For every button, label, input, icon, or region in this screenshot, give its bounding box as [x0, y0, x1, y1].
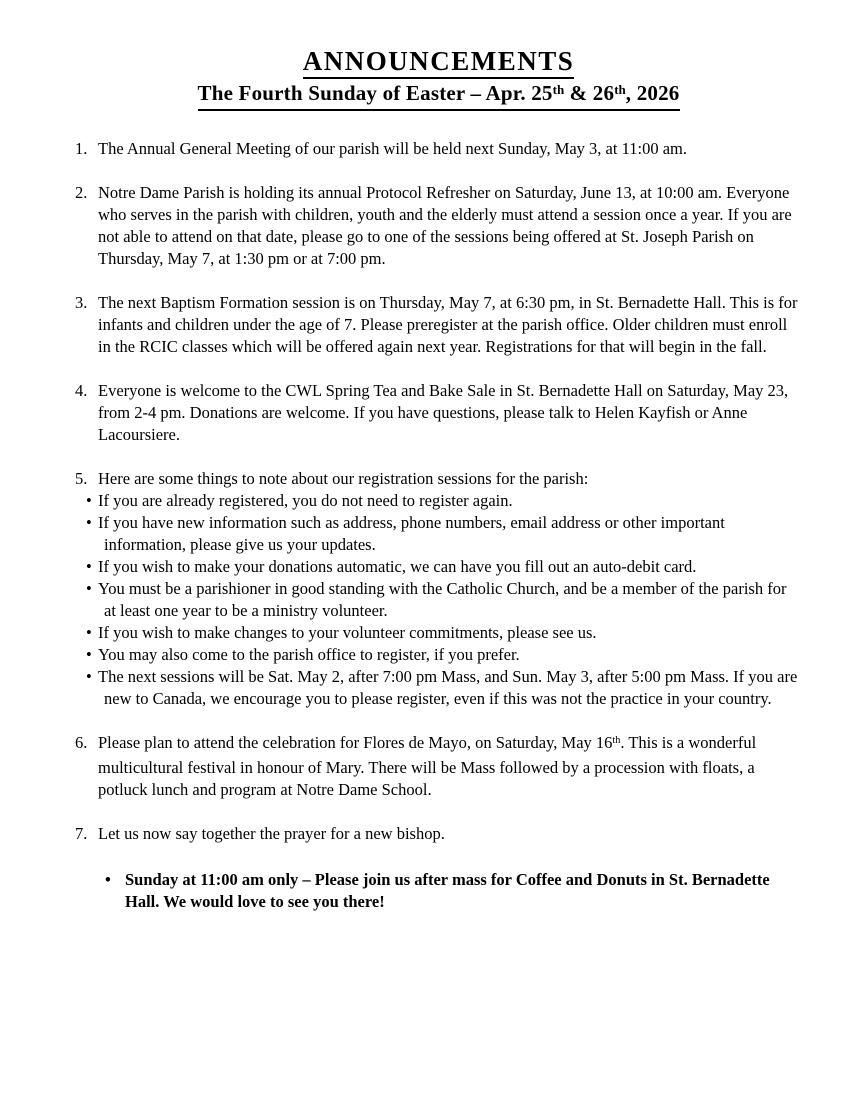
bullet-item — [75, 666, 802, 710]
page-subtitle — [75, 82, 802, 111]
closing-bullet — [75, 869, 802, 913]
announcement-number: 1. — [75, 139, 88, 158]
bullet-text: You must be a parishioner in good standing with the Catholic Church, and be a member of the parish for at least one year to be a ministry volunteer. — [98, 579, 787, 620]
announcement-item-4 — [75, 380, 802, 446]
announcement-item-6 — [75, 732, 802, 801]
announcement-item-1 — [75, 138, 802, 160]
bullet-icon: • — [86, 557, 92, 576]
announcement-number: 7. — [75, 824, 88, 843]
announcement-item-7 — [75, 823, 802, 845]
announcement-text: Let us now say together the prayer for a new bishop. — [98, 824, 445, 843]
bullet-item — [75, 622, 802, 644]
announcement-text: The Annual General Meeting of our parish will be held next Sunday, May 3, at 11:00 am. — [98, 139, 687, 158]
announcement-text: The next Baptism Formation session is on Thursday, May 7, at 6:30 pm, in St. Bernadette Hall. This is for infants and children under the age of 7. Please preregister at the parish office. Older children must enroll in the RCIC classes which will be offered again next year. Registrations for that will begin in the fall. — [98, 293, 798, 356]
superscript-ordinal: th — [614, 82, 626, 98]
bullet-text: If you wish to make changes to your volunteer commitments, please see us. — [98, 623, 597, 642]
page-title — [75, 46, 802, 79]
bullet-item — [75, 578, 802, 622]
announcement-text: Here are some things to note about our registration sessions for the parish: — [98, 469, 589, 488]
announcement-number: 4. — [75, 381, 88, 400]
bullet-icon: • — [86, 579, 92, 598]
bullet-item — [75, 556, 802, 578]
announcement-number: 2. — [75, 183, 88, 202]
page-title-text: ANNOUNCEMENTS — [303, 46, 575, 79]
bullet-icon: • — [86, 645, 92, 664]
bullet-text: If you wish to make your donations automatic, we can have you fill out an auto-debit card. — [98, 557, 697, 576]
announcements-list — [75, 138, 802, 845]
announcement-number: 3. — [75, 293, 88, 312]
bullet-text: If you have new information such as address, phone numbers, email address or other important information, please give us your updates. — [98, 513, 725, 554]
bullet-icon: • — [86, 491, 92, 510]
announcement-text: Notre Dame Parish is holding its annual Protocol Refresher on Saturday, June 13, at 10:00 am. Everyone who serves in the parish with children, youth and the elderly must attend a session once a year. If you are not able to attend on that date, please go to one of the sessions being offered at St. Joseph Parish on Thursday, May 7, at 1:30 pm or at 7:00 pm. — [98, 183, 792, 268]
bullet-item — [75, 490, 802, 512]
bullet-icon: • — [86, 513, 92, 532]
announcement-item-3 — [75, 292, 802, 358]
bullet-icon: • — [105, 870, 111, 889]
announcement-item-2 — [75, 182, 802, 270]
announcement-number: 5. — [75, 469, 88, 488]
bullet-item — [75, 644, 802, 666]
bullet-icon: • — [86, 667, 92, 686]
superscript-ordinal: th — [612, 735, 621, 747]
page-subtitle-text: The Fourth Sunday of Easter – Apr. 25th & 26th, 2026 — [198, 82, 680, 111]
registration-bullet-list — [75, 490, 802, 710]
announcement-number: 6. — [75, 733, 88, 752]
bullet-text: If you are already registered, you do not need to register again. — [98, 491, 513, 510]
announcement-text: Everyone is welcome to the CWL Spring Tea and Bake Sale in St. Bernadette Hall on Saturday, May 23, from 2-4 pm. Donations are welcome. If you have questions, please talk to Helen Kayfish or Anne Lacoursiere. — [98, 381, 789, 444]
announcement-text: Please plan to attend the celebration for Flores de Mayo, on Saturday, May 16th. This is a wonderful multicultural festival in honour of Mary. There will be Mass followed by a procession with floats, a potluck lunch and program at Notre Dame School. — [98, 733, 757, 799]
bullet-text: The next sessions will be Sat. May 2, after 7:00 pm Mass, and Sun. May 3, after 5:00 pm Mass. If you are new to Canada, we encourage you to please register, even if this was not the practice in your country. — [98, 667, 798, 708]
bullet-icon: • — [86, 623, 92, 642]
closing-bullet-text: Sunday at 11:00 am only – Please join us after mass for Coffee and Donuts in St. Bernadette Hall. We would love to see you there! — [125, 870, 770, 911]
bullet-item — [75, 512, 802, 556]
superscript-ordinal: th — [552, 82, 565, 98]
announcement-item-5 — [75, 468, 802, 490]
bullet-text: You may also come to the parish office to register, if you prefer. — [98, 645, 520, 664]
